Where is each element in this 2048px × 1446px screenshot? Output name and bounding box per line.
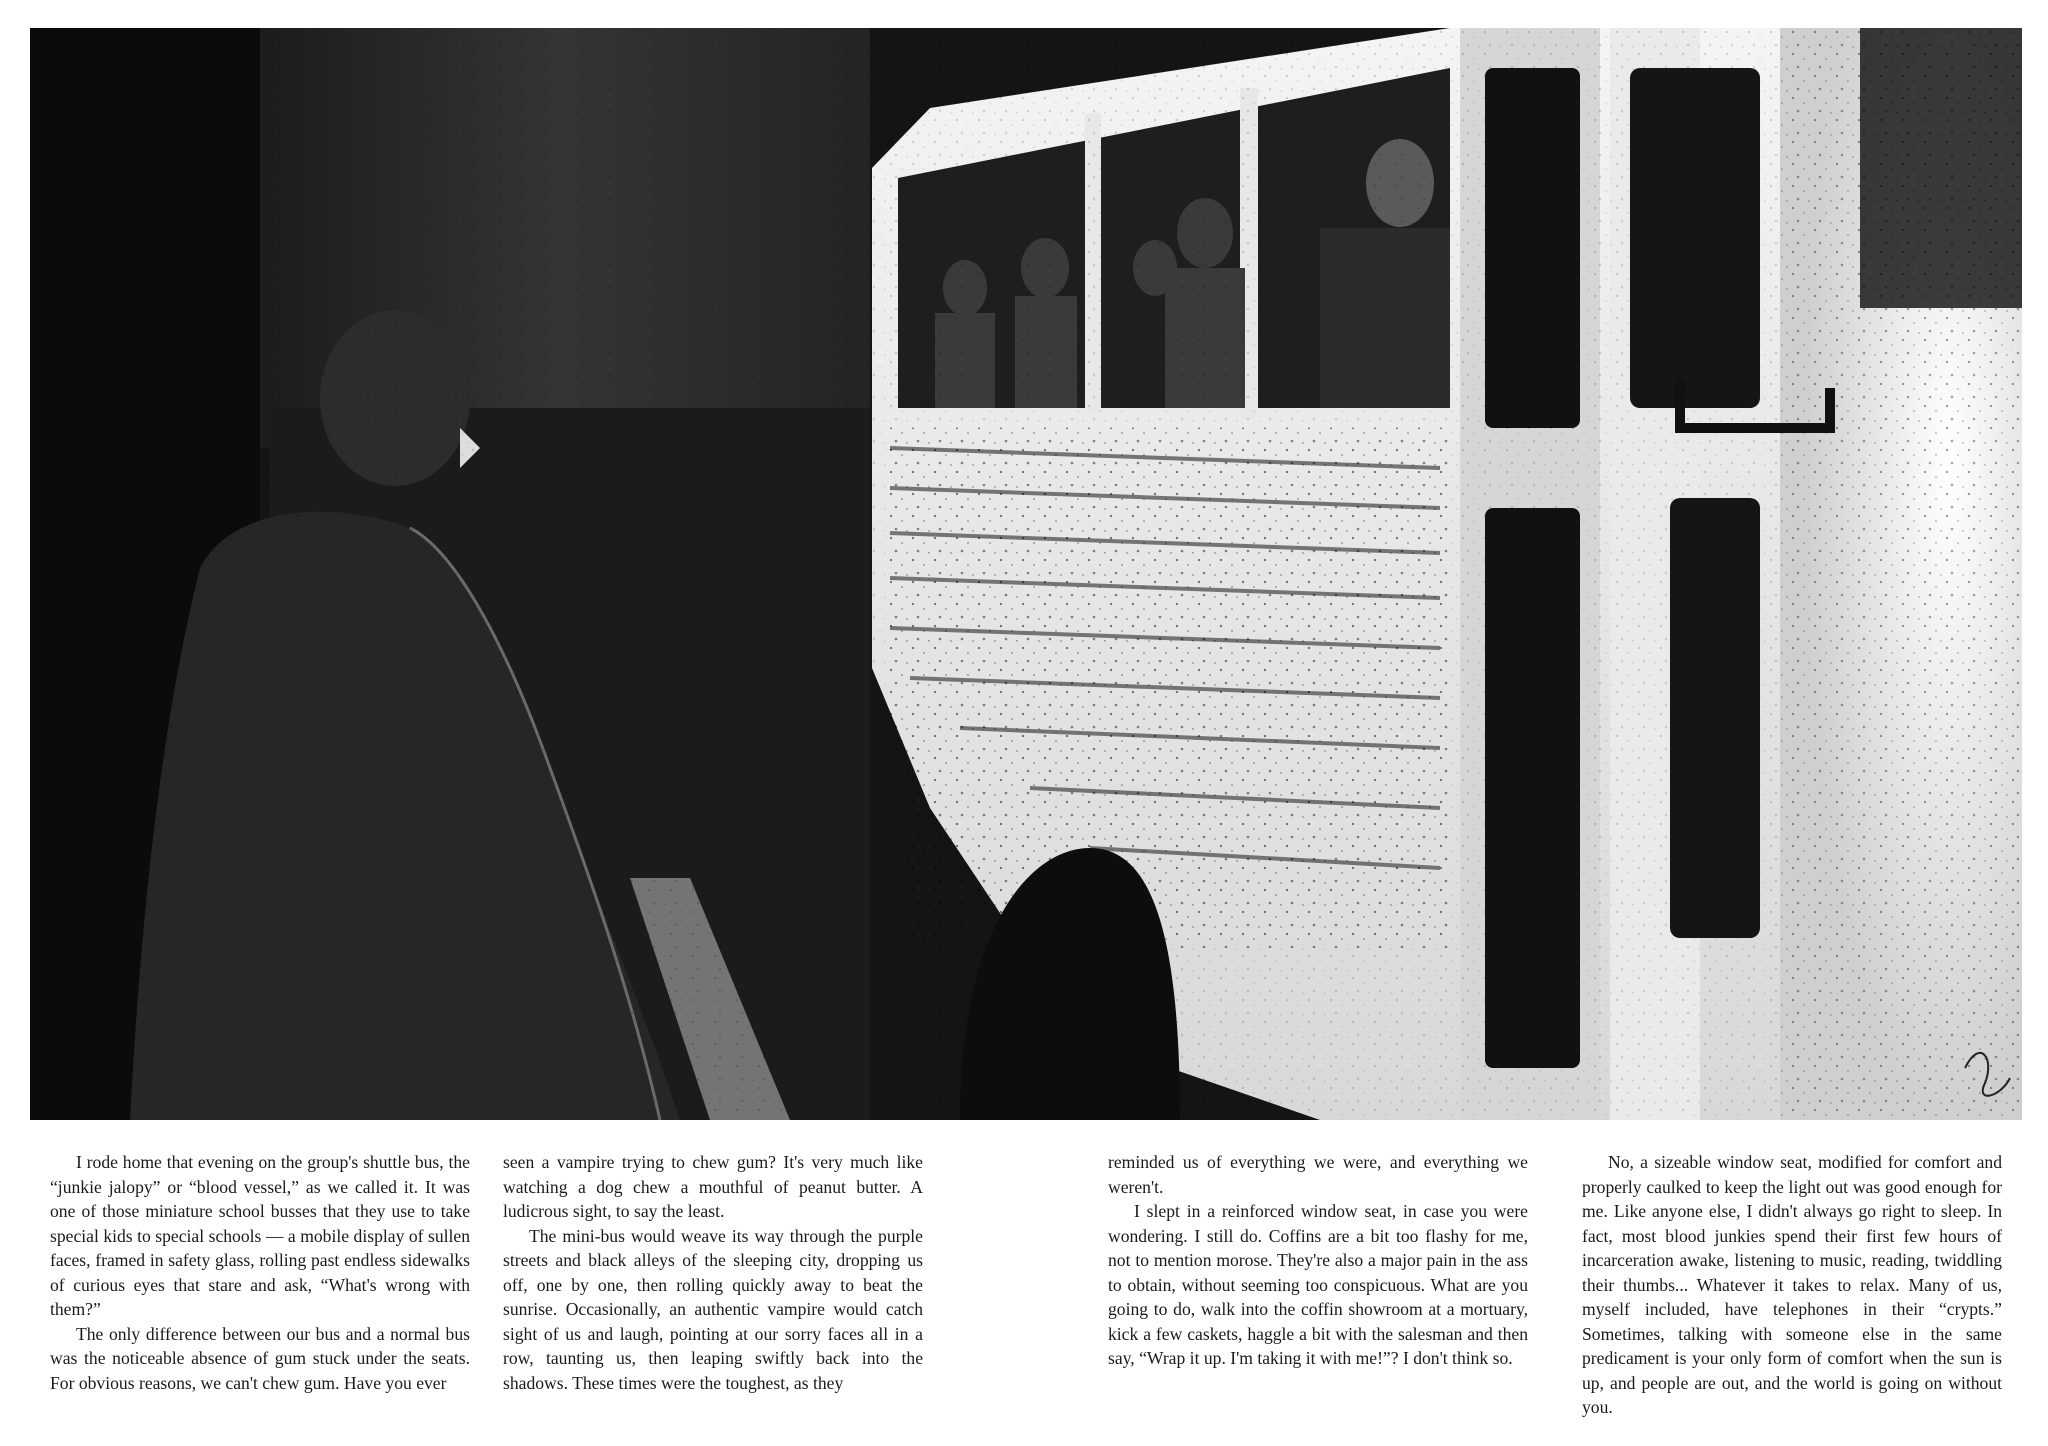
paragraph: The only difference between our bus and a normal bus was the noticeable absence of gum stuck under the seats. For obvious reasons, we can't chew gum. Have you ever [50, 1323, 470, 1393]
paragraph: I rode home that evening on the group's shuttle bus, the “junkie jalopy” or “blood vessel,” as we called it. It was one of those miniature school busses that they use to take special kids to special schools — a mobile display of sullen faces, framed in safety glass, rolling past endless sidewalks of curious eyes that stare and ask, “What's wrong with them?” [50, 1152, 470, 1319]
paragraph: No, a sizeable window seat, modified for comfort and properly caulked to keep the light out was good enough for me. Like anyone else, I didn't always go right to sleep. In fact, most blood junkies spend their first few hours of incarceration awake, listening to music, reading, twiddling their thumbs... Whatever it takes to relax. Many of us, myself included, have telephones in their “crypts.” Sometimes, talking with someone else in the same predicament is your only form of comfort when the sun is up, and people are out, and the world is going on without you. [1582, 1152, 2002, 1417]
paragraph: reminded us of everything we were, and everything we weren't. [1108, 1152, 1528, 1197]
text-column-4 [1582, 1150, 2002, 1420]
text-column-1 [50, 1150, 470, 1395]
text-column-3 [1108, 1150, 1528, 1371]
text-column-2 [503, 1150, 923, 1395]
paragraph: I slept in a reinforced window seat, in case you were wondering. I still do. Coffins are a bit too flashy for me, not to mention morose. They're also a major pain in the ass to obtain, without seeming too conspicuous. What are you going to do, walk into the coffin showroom at a mortuary, kick a few caskets, haggle a bit with the salesman and then say, “Wrap it up. I'm taking it with me!”? I don't think so. [1108, 1201, 1528, 1368]
paragraph: The mini-bus would weave its way through the purple streets and black alleys of the sleeping city, dropping us off, one by one, then rolling quickly away to beat the sunrise. Occasionally, an authentic vampire would catch sight of us and laugh, pointing at our sorry faces all in a row, taunting us, then leaping swiftly back into the shadows. These times were the toughest, as they [503, 1225, 923, 1393]
ink-wash-illustration [30, 28, 2022, 1120]
illustration-panel [30, 28, 2022, 1120]
paragraph: seen a vampire trying to chew gum? It's very much like watching a dog chew a mouthful of peanut butter. A ludicrous sight, to say the least. [503, 1152, 923, 1221]
